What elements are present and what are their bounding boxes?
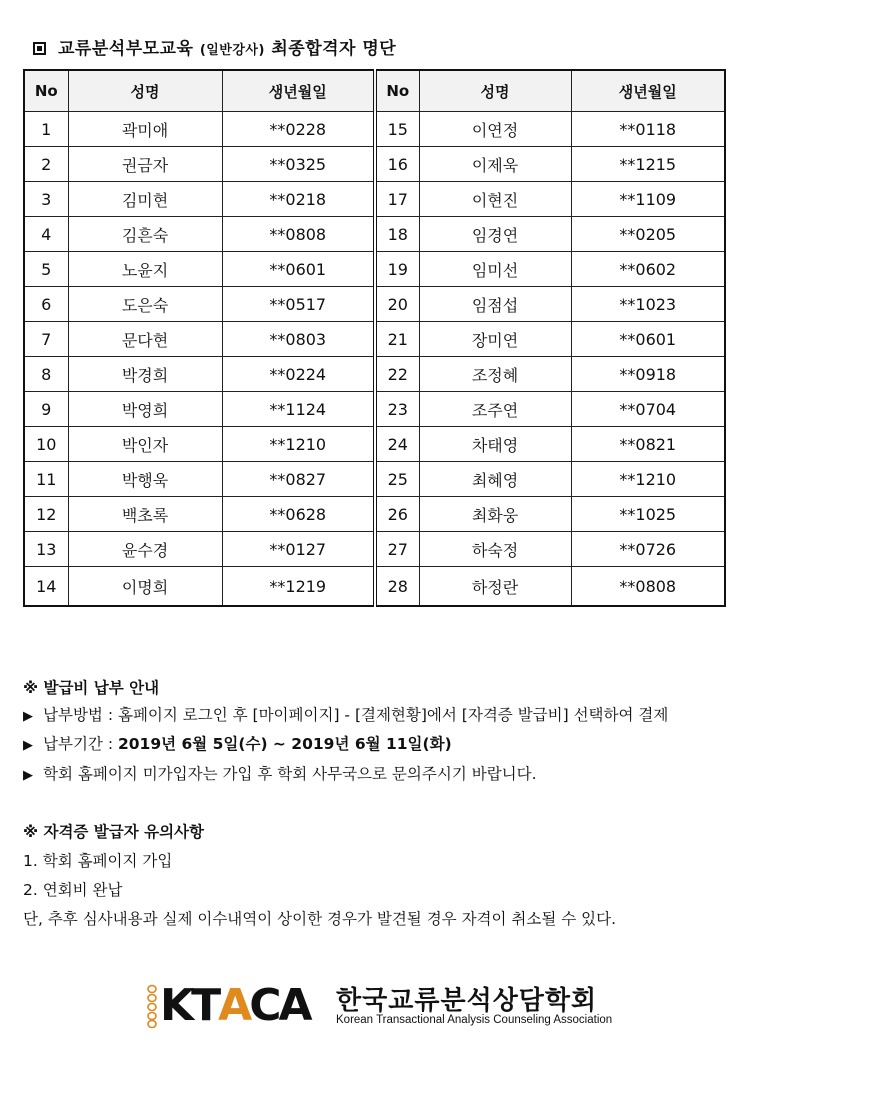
row-name: 박영희: [68, 392, 222, 427]
row-birth: **0602: [571, 252, 725, 287]
row-birth: **1210: [571, 462, 725, 497]
header-name: 성명: [419, 70, 571, 112]
caution-item: 1. 학회 홈페이지 가입: [23, 852, 173, 870]
row-birth: **1124: [222, 392, 375, 427]
square-bullet-icon: [33, 42, 46, 55]
table-row: [24, 252, 725, 287]
table-row: [24, 147, 725, 182]
row-birth: **1025: [571, 497, 725, 532]
passer-table: [23, 69, 726, 607]
row-name: 박인자: [68, 427, 222, 462]
cautions-heading: ※ 자격증 발급자 유의사항: [23, 823, 204, 841]
row-no: 10: [24, 427, 68, 462]
table-row: [24, 357, 725, 392]
row-name: 권금자: [68, 147, 222, 182]
row-birth: **0517: [222, 287, 375, 322]
row-birth: **0628: [222, 497, 375, 532]
row-no: 9: [24, 392, 68, 427]
table-row: [24, 462, 725, 497]
table-row: [24, 217, 725, 252]
row-name: 김미현: [68, 182, 222, 217]
table-row: [24, 287, 725, 322]
row-name: 이연정: [419, 112, 571, 147]
row-birth: **0224: [222, 357, 375, 392]
row-no: 28: [375, 567, 419, 607]
row-birth: **1219: [222, 567, 375, 607]
row-no: 3: [24, 182, 68, 217]
table-row: [24, 112, 725, 147]
row-birth: **1109: [571, 182, 725, 217]
header-no: No: [375, 70, 419, 112]
row-birth: **1023: [571, 287, 725, 322]
payment-note: ▶ 학회 홈페이지 미가입자는 가입 후 학회 사무국으로 문의주시기 바랍니다.: [23, 765, 537, 783]
row-no: 12: [24, 497, 68, 532]
payment-period-value: 2019년 6월 5일(수) ~ 2019년 6월 11일(화): [117, 735, 452, 753]
row-birth: **0918: [571, 357, 725, 392]
row-no: 6: [24, 287, 68, 322]
row-name: 이제욱: [419, 147, 571, 182]
row-birth: **0205: [571, 217, 725, 252]
row-no: 24: [375, 427, 419, 462]
row-name: 박행욱: [68, 462, 222, 497]
row-name: 김흔숙: [68, 217, 222, 252]
row-name: 이현진: [419, 182, 571, 217]
row-name: 임점섭: [419, 287, 571, 322]
row-no: 17: [375, 182, 419, 217]
payment-heading: ※ 발급비 납부 안내: [23, 679, 160, 697]
table-header-row: [24, 70, 725, 112]
row-no: 8: [24, 357, 68, 392]
row-name: 이명희: [68, 567, 222, 607]
logo-mark: KTACA: [160, 980, 310, 1031]
row-no: 21: [375, 322, 419, 357]
row-no: 14: [24, 567, 68, 607]
row-no: 16: [375, 147, 419, 182]
page-title: 교류분석부모교육 (일반강사) 최종합격자 명단: [33, 34, 396, 59]
table-row: [24, 497, 725, 532]
row-birth: **0118: [571, 112, 725, 147]
row-no: 23: [375, 392, 419, 427]
row-name: 하정란: [419, 567, 571, 607]
row-birth: **0127: [222, 532, 375, 567]
row-birth: **0218: [222, 182, 375, 217]
logo-english-name: Korean Transactional Analysis Counseling Association: [336, 1014, 613, 1026]
table-row: [24, 427, 725, 462]
row-no: 5: [24, 252, 68, 287]
row-name: 차태영: [419, 427, 571, 462]
row-no: 27: [375, 532, 419, 567]
row-name: 임경연: [419, 217, 571, 252]
row-no: 4: [24, 217, 68, 252]
header-no: No: [24, 70, 68, 112]
row-no: 26: [375, 497, 419, 532]
title-subtitle: (일반강사): [199, 43, 265, 58]
logo-korean-name: 한국교류분석상담학회: [336, 986, 598, 1016]
triangle-bullet-icon: ▶: [23, 709, 33, 724]
table-row: [24, 392, 725, 427]
header-birth: 생년월일: [222, 70, 375, 112]
row-no: 11: [24, 462, 68, 497]
row-no: 25: [375, 462, 419, 497]
table-row: [24, 182, 725, 217]
row-name: 최화웅: [419, 497, 571, 532]
triangle-bullet-icon: ▶: [23, 768, 33, 783]
row-name: 임미선: [419, 252, 571, 287]
row-birth: **0325: [222, 147, 375, 182]
row-birth: **1215: [571, 147, 725, 182]
logo-ring-icon: [146, 984, 158, 1028]
row-name: 백초록: [68, 497, 222, 532]
row-name: 노윤지: [68, 252, 222, 287]
row-name: 장미연: [419, 322, 571, 357]
ktaca-logo: [146, 978, 613, 1034]
header-name: 성명: [68, 70, 222, 112]
triangle-bullet-icon: ▶: [23, 738, 33, 753]
row-name: 조주연: [419, 392, 571, 427]
title-suffix: 최종합격자 명단: [271, 39, 397, 59]
row-no: 2: [24, 147, 68, 182]
row-birth: **0827: [222, 462, 375, 497]
payment-period: ▶ 납부기간 : 2019년 6월 5일(수) ~ 2019년 6월 11일(화): [23, 735, 452, 753]
row-birth: **1210: [222, 427, 375, 462]
row-no: 18: [375, 217, 419, 252]
row-name: 곽미애: [68, 112, 222, 147]
payment-method: ▶ 납부방법 : 홈페이지 로그인 후 [마이페이지] - [결제현황]에서 [자격증 발급비] 선택하여 결제: [23, 706, 669, 724]
row-name: 박경희: [68, 357, 222, 392]
row-name: 도은숙: [68, 287, 222, 322]
table-row: [24, 322, 725, 357]
row-birth: **0726: [571, 532, 725, 567]
caution-item: 2. 연회비 완납: [23, 881, 123, 899]
row-birth: **0704: [571, 392, 725, 427]
row-name: 문다현: [68, 322, 222, 357]
caution-footnote: 단, 추후 심사내용과 실제 이수내역이 상이한 경우가 발견될 경우 자격이 취소될 수 있다.: [23, 910, 617, 928]
table-row: [24, 532, 725, 567]
header-birth: 생년월일: [571, 70, 725, 112]
row-birth: **0808: [571, 567, 725, 607]
row-name: 하숙정: [419, 532, 571, 567]
row-no: 1: [24, 112, 68, 147]
row-birth: **0808: [222, 217, 375, 252]
row-birth: **0821: [571, 427, 725, 462]
row-no: 20: [375, 287, 419, 322]
row-birth: **0803: [222, 322, 375, 357]
row-no: 15: [375, 112, 419, 147]
row-no: 22: [375, 357, 419, 392]
row-birth: **0601: [222, 252, 375, 287]
row-no: 7: [24, 322, 68, 357]
row-no: 13: [24, 532, 68, 567]
row-no: 19: [375, 252, 419, 287]
row-name: 조정혜: [419, 357, 571, 392]
table-row: [24, 567, 725, 607]
row-birth: **0601: [571, 322, 725, 357]
row-name: 윤수경: [68, 532, 222, 567]
row-birth: **0228: [222, 112, 375, 147]
row-name: 최혜영: [419, 462, 571, 497]
